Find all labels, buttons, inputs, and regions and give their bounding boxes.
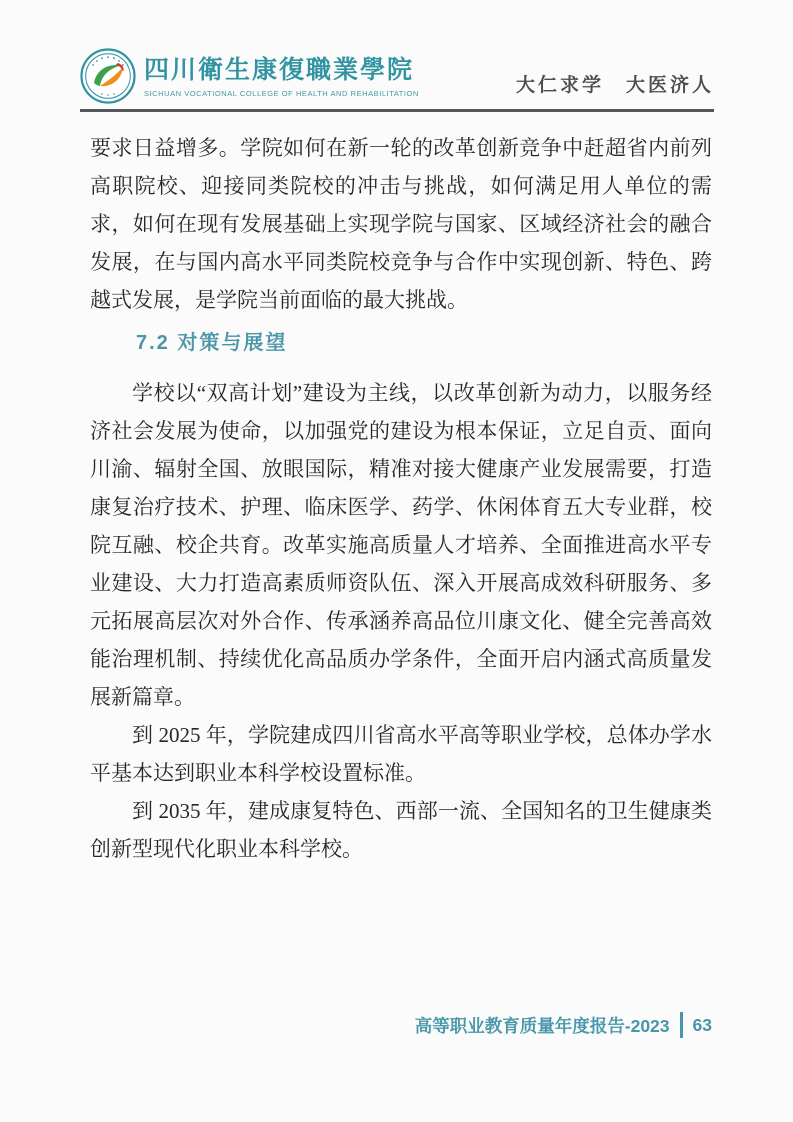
college-logo: [80, 48, 419, 104]
header-divider: [80, 109, 714, 112]
document-body: [90, 129, 712, 868]
paragraph-strategy: 学校以“双高计划”建设为主线，以改革创新为动力，以服务经济社会发展为使命，以加强党的建设为根本保证，立足自贡、面向川渝、辐射全国、放眼国际，精准对接大健康产业发展需要，打造康复治疗技术、护理、临床医学、药学、休闲体育五大专业群，校院互融、校企共育。改革实施高质量人才培养、全面推进高水平专业建设、大力打造高素质师资队伍、深入开展高成效科研服务、多元拓展高层次对外合作、传承涵养高品位川康文化、健全完善高效能治理机制、持续优化高品质办学条件，全面开启内涵式高质量发展新篇章。: [90, 381, 712, 709]
college-motto: 大仁求学 大医济人: [515, 75, 714, 96]
page-footer: [415, 1012, 712, 1038]
footer-divider: [680, 1012, 683, 1038]
footer-report-title: 高等职业教育质量年度报告-2023: [414, 1015, 670, 1036]
college-emblem-icon: [80, 48, 136, 104]
college-name-english: SICHUAN VOCATIONAL COLLEGE OF HEALTH AND REHABILITATION: [144, 88, 419, 98]
paragraph-goal-2025: 到 2025 年，学院建成四川省高水平高等职业学校，总体办学水平基本达到职业本科学校设置标准。: [90, 723, 712, 785]
paragraph-goal-2035: 到 2035 年，建成康复特色、西部一流、全国知名的卫生健康类创新型现代化职业本科学校。: [90, 799, 712, 861]
section-heading-7-2: 7.2 对策与展望: [136, 332, 288, 354]
college-logo-text: [144, 55, 419, 98]
paragraph-challenges: 要求日益增多。学院如何在新一轮的改革创新竞争中赶超省内前列高职院校、迎接同类院校的冲击与挑战，如何满足用人单位的需求，如何在现有发展基础上实现学院与国家、区域经济社会的融合发展，在与国内高水平同类院校竞争与合作中实现创新、特色、跨越式发展，是学院当前面临的最大挑战。: [90, 136, 712, 312]
footer-page-number: 63: [692, 1014, 712, 1035]
page-header: [80, 48, 714, 104]
college-name-calligraphy: 四川衛生康復職業學院: [144, 54, 415, 84]
